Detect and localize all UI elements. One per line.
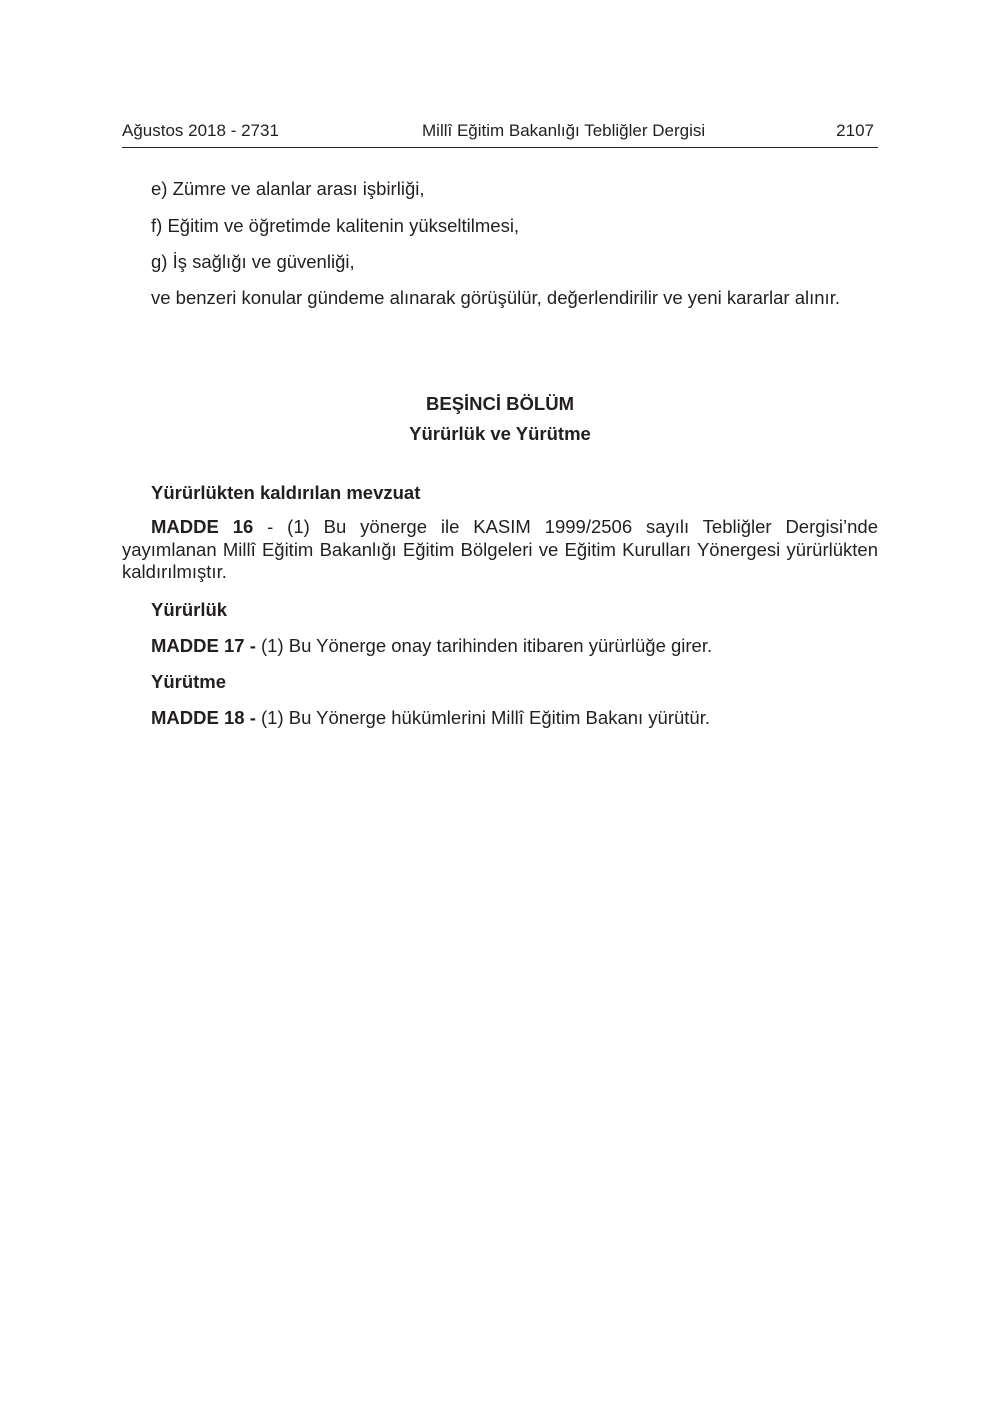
article-18-heading: Yürütme	[151, 671, 227, 692]
article-16-label: MADDE 16	[151, 516, 254, 537]
header-divider	[122, 147, 878, 148]
list-item-g: g) İş sağlığı ve güvenliği,	[151, 251, 355, 272]
article-18-label: MADDE 18 -	[151, 707, 256, 728]
list-item-f: f) Eğitim ve öğretimde kalitenin yükseltilmesi,	[151, 215, 520, 236]
section-subtitle: Yürürlük ve Yürütme	[409, 423, 591, 444]
article-17-paragraph	[151, 634, 712, 658]
header-page-number: 2107	[836, 121, 874, 140]
section-title: BEŞİNCİ BÖLÜM	[426, 393, 574, 414]
list-item-e: e) Zümre ve alanlar arası işbirliği,	[151, 178, 425, 199]
header-journal-title: Millî Eğitim Bakanlığı Tebliğler Dergisi	[422, 121, 706, 140]
article-18-text: (1) Bu Yönerge hükümlerini Millî Eğitim Bakanı yürütür.	[255, 707, 710, 728]
article-16-text: - (1) Bu yönerge ile KASIM 1999/2506 sayılı Tebliğler Dergisi’nde yayımlanan Millî Eğitim Bakanlığı Eğitim Bölgeleri ve Eğitim Kurulları Yönergesi yürürlükten kaldırılmıştır.	[122, 516, 878, 582]
article-17-heading: Yürürlük	[151, 599, 228, 620]
page-header	[122, 120, 878, 146]
list-closing-sentence: ve benzeri konular gündeme alınarak görüşülür, değerlendirilir ve yeni kararlar alınır.	[151, 287, 840, 308]
article-16-paragraph	[122, 516, 878, 584]
header-issue-date: Ağustos 2018 - 2731	[122, 121, 279, 140]
article-17-text: (1) Bu Yönerge onay tarihinden itibaren yürürlüğe girer.	[255, 635, 713, 656]
article-17-label: MADDE 17 -	[151, 635, 256, 656]
article-16-heading: Yürürlükten kaldırılan mevzuat	[151, 482, 421, 503]
article-18-paragraph	[151, 706, 710, 730]
